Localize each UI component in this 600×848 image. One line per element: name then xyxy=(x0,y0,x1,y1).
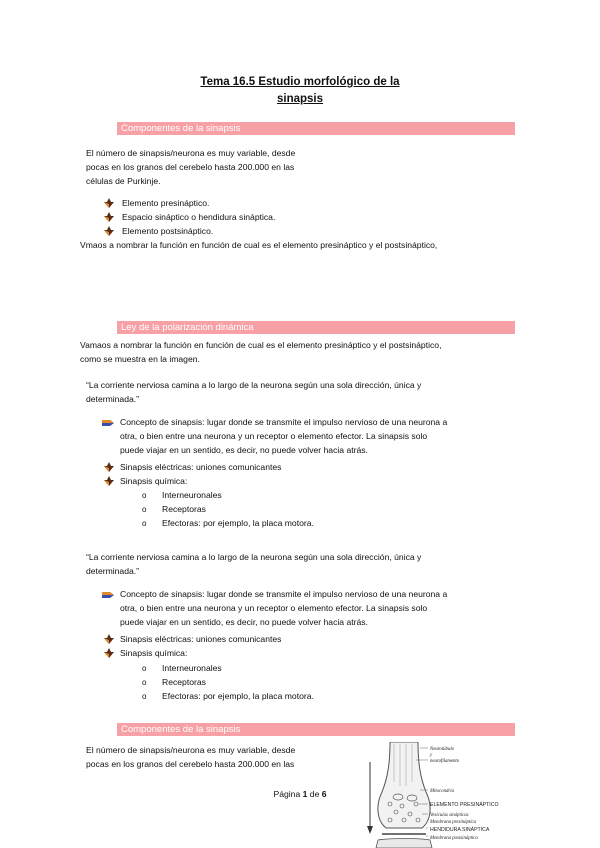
quote-line: determinada.” xyxy=(86,566,140,577)
arrow-bullet-icon xyxy=(102,590,114,600)
sub-list-label: Interneuronales xyxy=(162,663,222,673)
arrow-bullet-icon xyxy=(104,648,114,658)
section4-paragraph xyxy=(86,743,295,771)
arrow-bullet-icon xyxy=(104,198,114,208)
para-line: El número de sinapsis/neurona es muy variable, desde xyxy=(86,745,296,755)
para-line: pocas en los granos del cerebelo hasta 200.000 en las xyxy=(86,162,295,173)
sub-list-item: o Efectoras: por ejemplo, la placa motora. xyxy=(142,518,314,528)
para-line: como se muestra en la imagen. xyxy=(80,354,200,365)
sub-list-item: o Interneuronales xyxy=(142,490,222,500)
concept-line: puede viajar en un sentido, es decir, no puede volver hacia atrás. xyxy=(120,445,368,456)
figure-label: Membrana presináptica xyxy=(430,820,477,825)
concept-line: otra, o bien entre una neurona y un receptor o elemento efector. La sinapsis solo xyxy=(120,603,428,614)
section-heading-ley-polarizacion: Ley de la polarización dinámica xyxy=(117,321,515,334)
quote-line: “La corriente nerviosa camina a lo largo de la neurona según una sola dirección, única y xyxy=(86,380,422,390)
sub-list-label: Efectoras: por ejemplo, la placa motora. xyxy=(162,518,314,528)
section-heading-componentes: Componentes de la sinapsis xyxy=(117,122,515,135)
concept-text xyxy=(120,415,447,458)
list-item: Sinapsis eléctricas: uniones comunicantes xyxy=(120,462,282,472)
figure-label: ELEMENTO PRESINÁPTICO xyxy=(430,802,499,808)
list-item: Elemento postsináptico. xyxy=(122,226,214,236)
sub-list-item: o Receptoras xyxy=(142,677,206,687)
page-title-line1: Tema 16.5 Estudio morfológico de la xyxy=(200,76,400,88)
section2-quote xyxy=(86,378,421,406)
quote-line: “La corriente nerviosa camina a lo largo de la neurona según una sola dirección, única y xyxy=(86,552,422,562)
concept-text xyxy=(120,587,447,630)
figure-label: Vesículas sinápticas xyxy=(430,813,469,818)
arrow-bullet-icon xyxy=(104,462,114,472)
list-item: Sinapsis química: xyxy=(120,476,188,486)
arrow-bullet-icon xyxy=(104,226,114,236)
section3-quote xyxy=(86,550,421,578)
page-footer xyxy=(0,787,600,801)
list-item: Sinapsis química: xyxy=(120,648,188,658)
sub-list-item: o Receptoras xyxy=(142,504,206,514)
quote-line: determinada.” xyxy=(86,394,140,405)
page-title-line2: sinapsis xyxy=(276,93,324,106)
list-item: Espacio sináptico o hendidura sináptica. xyxy=(122,212,276,222)
sub-list-item: o Interneuronales xyxy=(142,663,222,673)
arrow-bullet-icon xyxy=(104,212,114,222)
para-line: pocas en los granos del cerebelo hasta 200.000 en las xyxy=(86,759,295,770)
para-line: células de Purkinje. xyxy=(86,176,161,187)
footer-page-number: 1 xyxy=(302,789,308,799)
concept-line: Concepto de sinapsis: lugar donde se transmite el impulso nervioso de una neurona a xyxy=(120,589,448,599)
page-title xyxy=(0,74,600,109)
figure-label: Mitocondria xyxy=(430,789,454,794)
section2-intro xyxy=(80,338,441,366)
figure-label: Membrana postsináptica xyxy=(430,836,478,841)
arrow-bullet-icon xyxy=(104,634,114,644)
para-line: Vamaos a nombrar la función en función de cual es el elemento presináptico y el postsináptico, xyxy=(80,340,442,350)
footer-of: de xyxy=(309,789,320,799)
sub-list-label: Receptoras xyxy=(162,504,206,514)
sub-list-label: Receptoras xyxy=(162,677,206,687)
arrow-bullet-icon xyxy=(102,418,114,428)
concept-line: Concepto de sinapsis: lugar donde se transmite el impulso nervioso de una neurona a xyxy=(120,417,448,427)
figure-label: Neurotúbulo xyxy=(430,747,455,752)
para-line: El número de sinapsis/neurona es muy variable, desde xyxy=(86,148,296,158)
footer-prefix: Página xyxy=(273,789,301,799)
footer-page-total: 6 xyxy=(321,789,327,799)
concept-line: otra, o bien entre una neurona y un receptor o elemento efector. La sinapsis solo xyxy=(120,431,428,442)
sub-list-label: Interneuronales xyxy=(162,490,222,500)
sub-list-item: o Efectoras: por ejemplo, la placa motora. xyxy=(142,691,314,701)
figure-label: HENDIDURA SINÁPTICA xyxy=(430,827,490,833)
list-item: Sinapsis eléctricas: uniones comunicantes xyxy=(120,634,282,644)
section-heading-componentes-repeat: Componentes de la sinapsis xyxy=(117,723,515,736)
sub-list-label: Efectoras: por ejemplo, la placa motora. xyxy=(162,691,314,701)
figure-label: y xyxy=(430,753,433,758)
section1-trailing-text: Vmaos a nombrar la función en función de cual es el elemento presináptico y el postsináptico, xyxy=(80,240,438,250)
arrow-bullet-icon xyxy=(104,476,114,486)
section1-paragraph xyxy=(86,146,295,189)
concept-line: puede viajar en un sentido, es decir, no puede volver hacia atrás. xyxy=(120,617,368,628)
list-item: Elemento presináptico. xyxy=(122,198,210,208)
figure-label: neurofilamento xyxy=(430,759,460,764)
